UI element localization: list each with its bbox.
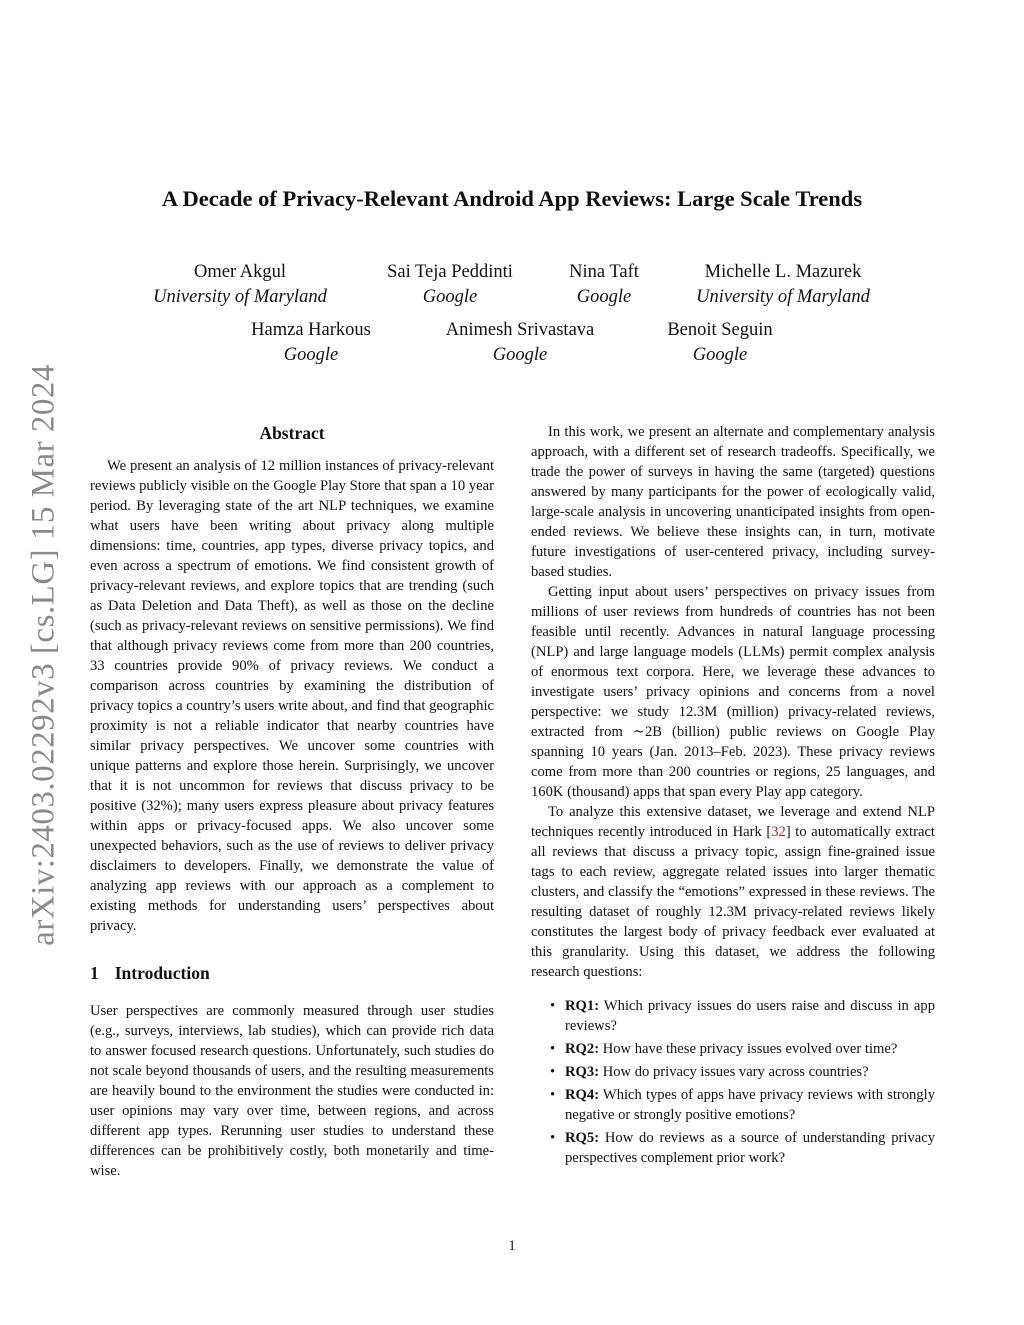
list-item [531, 1128, 935, 1168]
rq-label: RQ2: [565, 1041, 600, 1057]
author-affiliation: Google [492, 345, 548, 365]
author-block [140, 260, 340, 310]
author-affiliation: Google [422, 287, 478, 307]
list-item [531, 1062, 935, 1082]
body-paragraph [531, 802, 935, 982]
rq-label: RQ5: [565, 1130, 600, 1146]
body-paragraph: In this work, we present an alternate and complementary analysis approach, with a different set of research tradeoffs. Specifically, we trade the power of surveys in having the same (targeted) questions answered by many participants for the power of ecologically valid, large-scale analysis in uncovering unanticipated insights from open-ended reviews. We believe these insights can, in turn, motivate future investigations of user-centered privacy, including survey-based studies. [531, 424, 935, 580]
introduction-paragraph: User perspectives are commonly measured through user studies (e.g., surveys, interviews, lab studies), which can provide rich data to answer focused research questions. Unfortunately, such studies do not scale beyond thousands of users, and the resulting measurements are heavily bound to the environment the studies were conducted in: user opinions may vary over time, between regions, and across different app types. Rerunning user studies to understand these differences can be prohibitively costly, both monetarily and time-wise. [90, 1003, 494, 1179]
page-number: 1 [508, 1238, 516, 1254]
author-affiliation: Google [576, 287, 632, 307]
introduction-heading [90, 962, 494, 984]
author-block [544, 260, 664, 310]
author-name: Animesh Srivastava [445, 320, 595, 340]
rq-label: RQ1: [565, 998, 600, 1014]
paper-title: A Decade of Privacy-Relevant Android App Reviews: Large Scale Trends [161, 186, 863, 211]
author-block [231, 318, 391, 368]
rq-text: How have these privacy issues evolved over time? [602, 1041, 898, 1057]
rq-text: How do reviews as a source of understanding privacy perspectives complement prior work? [565, 1130, 935, 1166]
rq-text: How do privacy issues vary across countries? [602, 1064, 869, 1080]
author-name: Hamza Harkous [251, 320, 371, 340]
author-name: Benoit Seguin [667, 320, 773, 340]
section-title: Introduction [114, 963, 210, 983]
list-item [531, 996, 935, 1036]
author-block [680, 260, 886, 310]
list-item [531, 1085, 935, 1125]
abstract-text: We present an analysis of 12 million instances of privacy-relevant reviews publicly visible on the Google Play Store that span a 10 year period. By leveraging state of the art NLP techniques, we examine what users have been writing about privacy along multiple dimensions: time, countries, app types, diverse privacy topics, and even across a spectrum of emotions. We find consistent growth of privacy-relevant reviews, and explore topics that are trending (such as Data Deletion and Data Theft), as well as those on the decline (such as privacy-relevant reviews on sensitive permissions). We find that although privacy reviews come from more than 200 countries, 33 countries provide 90% of privacy reviews. We conduct a comparison across countries by examining the distribution of privacy topics a country’s users write about, and find that geographic proximity is not a reliable indicator that nearby countries have similar privacy perspectives. We uncover some countries with unique patterns and explore those herein. Surprisingly, we uncover that it is not uncommon for reviews that discuss privacy to be positive (32%); many users express pleasure about privacy features within apps or privacy-focused apps. We also uncover some unexpected behaviors, such as the use of reviews to deliver privacy disclaimers to developers. Finally, we demonstrate the value of analyzing app reviews with our approach as a complement to existing methods for understanding users’ perspectives about privacy. [90, 458, 494, 934]
author-name: Omer Akgul [194, 262, 286, 282]
author-block [430, 318, 610, 368]
right-column [531, 422, 935, 1171]
author-block [370, 260, 530, 310]
arxiv-identifier-stamp: arXiv:2403.02292v3 [cs.LG] 15 Mar 2024 [25, 364, 62, 946]
rq-text: Which privacy issues do users raise and discuss in app reviews? [565, 998, 935, 1034]
section-number: 1 [90, 963, 99, 983]
rq-label: RQ3: [565, 1064, 600, 1080]
bullet-icon: • [550, 1064, 556, 1080]
rq-text: Which types of apps have privacy reviews with strongly negative or strongly positive emotions? [565, 1087, 935, 1123]
author-name: Nina Taft [569, 262, 639, 282]
author-affiliation: University of Maryland [153, 287, 327, 307]
author-name: Michelle L. Mazurek [704, 262, 862, 282]
bullet-icon: • [550, 1087, 556, 1103]
bullet-icon: • [550, 998, 556, 1014]
list-item [531, 1039, 935, 1059]
research-questions-list [531, 996, 935, 1168]
author-name: Sai Teja Peddinti [387, 262, 513, 282]
citation-link[interactable]: 32 [771, 824, 786, 840]
author-affiliation: Google [692, 345, 748, 365]
left-column [90, 422, 494, 1181]
author-block [650, 318, 790, 368]
body-paragraph: Getting input about users’ perspectives on privacy issues from millions of user reviews from hundreds of countries has not been feasible until recently. Advances in natural language processing (NLP) and large language models (LLMs) permit complex analysis of enormous text corpora. Here, we leverage these advances to investigate users’ privacy opinions and concerns from a novel perspective: we study 12.3M (million) privacy-related reviews, extracted from ∼2B (billion) public reviews on Google Play spanning 10 years (Jan. 2013–Feb. 2023). These privacy reviews come from more than 200 countries or regions, 25 languages, and 160K (thousand) apps that span every Play app category. [531, 584, 935, 800]
bullet-icon: • [550, 1041, 556, 1057]
abstract-heading: Abstract [259, 423, 325, 443]
author-affiliation: Google [283, 345, 339, 365]
paragraph-text: To analyze this extensive dataset, we leverage and extend NLP techniques recently introduced in Hark [ [531, 804, 935, 840]
rq-label: RQ4: [565, 1087, 600, 1103]
bullet-icon: • [550, 1130, 556, 1146]
paragraph-text: ] to automatically extract all reviews that discuss a privacy topic, assign fine-grained issue tags to each review, aggregate related issues into larger thematic clusters, and classify the “emotions” expressed in these reviews. The resulting dataset of roughly 12.3M privacy-related reviews likely constitutes the largest body of privacy feedback ever evaluated at this granularity. Using this dataset, we address the following research questions: [531, 824, 935, 980]
author-affiliation: University of Maryland [696, 287, 870, 307]
